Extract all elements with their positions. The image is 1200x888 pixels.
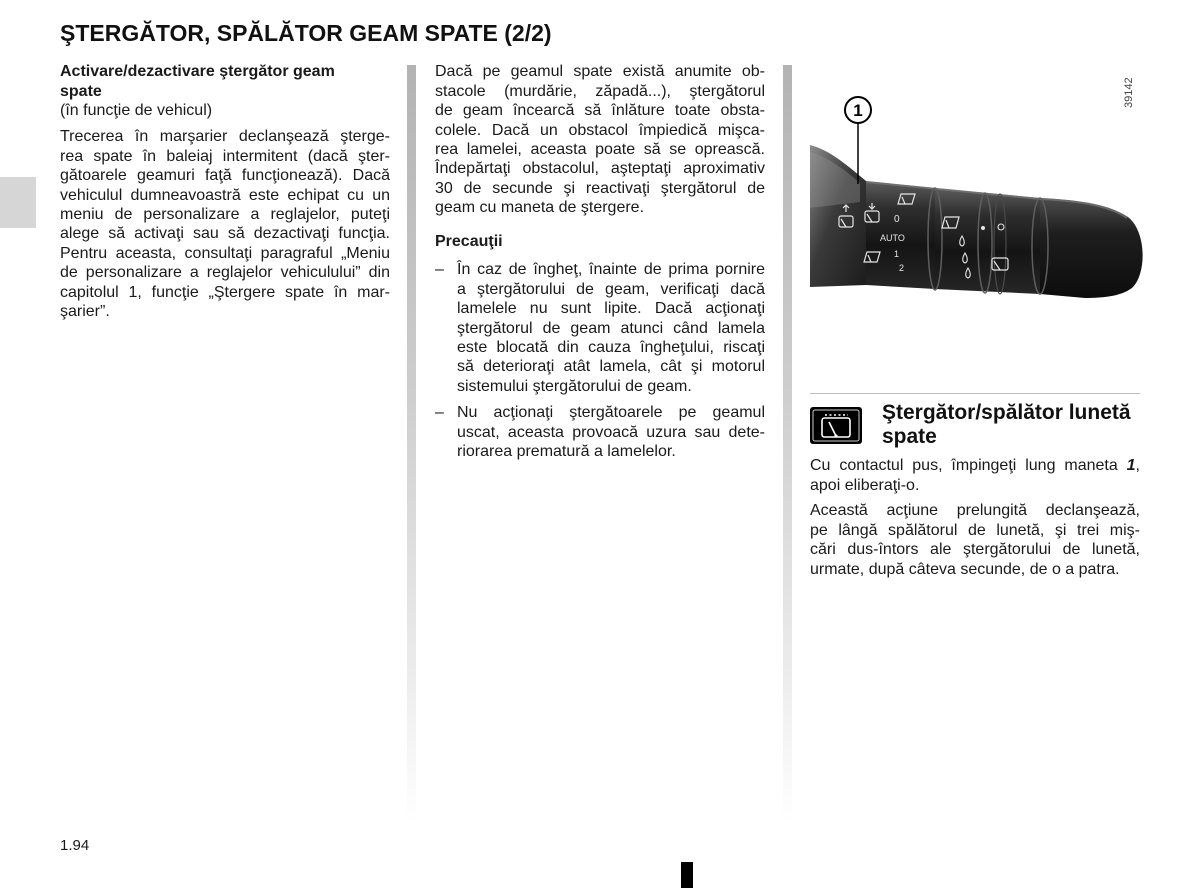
text-line: a ştergătorului de geam, verificaţi dacă [457, 280, 765, 298]
wash-cycle-paragraph [810, 501, 1140, 579]
text-line: este blocată din cauza îngheţului, riscaţi [457, 338, 765, 356]
reverse-gear-paragraph [60, 127, 390, 321]
precaution-bullet: – [435, 404, 444, 422]
text-line: ştergătorul de geam atunci când lamela [457, 319, 765, 337]
text-line: stacole (murdărie, zăpadă...), ştergătorul [435, 82, 765, 100]
text-line: şarier”. [60, 302, 110, 320]
text-line: 30 de secunde şi reactivaţi ştergătorul de [435, 179, 765, 197]
heading-line: spate [60, 82, 102, 100]
callout-label: 1 [853, 101, 863, 120]
text-line [810, 456, 1140, 475]
text-line: colele. Dacă un obstacol împiedică mişca- [435, 121, 765, 139]
figure-reference-code: 39142 [1123, 77, 1135, 108]
stalk-reference-number: 1 [1126, 457, 1136, 475]
text-line: meniu de personalizare a reglajelor, puteţi [60, 205, 390, 223]
footer-mark [681, 862, 693, 888]
rear-wiper-reverse-heading [60, 62, 390, 120]
section-heading [882, 401, 1131, 449]
text-line: gătoarele geamuri faţă funcţionează). Dacă [60, 167, 390, 185]
text-line: de personalizare a reglajelor vehiculului” din [60, 264, 390, 282]
text-fragment: , [1135, 457, 1140, 475]
precautions-heading: Precauţii [435, 233, 503, 251]
text-line: rea spate în baleiaj intermitent (dacă şter- [60, 147, 390, 165]
text-line: sistemului ştergătorului de geam. [457, 377, 692, 395]
wiper-stalk-figure [800, 60, 1150, 320]
text-line: Trecerea în marşarier declanşează şterge- [60, 128, 390, 146]
stalk-marking-speed-1: 1 [894, 249, 900, 259]
text-line: Pentru aceasta, consultaţi paragraful „Meniu [60, 244, 390, 262]
push-stalk-paragraph [810, 456, 1140, 495]
text-line: pe lângă spălătorul de lunetă, şi trei miş- [810, 521, 1140, 539]
text-line: În caz de îngheţ, înainte de prima pornire [457, 261, 765, 279]
stalk-cap [1040, 198, 1143, 298]
heading-line: Ştergător/spălător lunetă [882, 401, 1131, 424]
text-line: geam cu maneta de ştergere. [435, 199, 645, 217]
text-line: Dacă pe geamul spate există anumite ob- [435, 63, 765, 81]
text-line: Nu acţionaţi ştergătoarele pe geamul [457, 404, 765, 422]
text-line: urmate, după câteva secunde, de o a patra. [810, 560, 1120, 578]
text-line: Îndepărtaţi obstacolul, aşteptaţi aproximativ [435, 160, 765, 178]
stalk-ring-section [935, 188, 1040, 294]
column-separator-2 [783, 65, 792, 825]
section-divider [810, 393, 1140, 394]
page-title: ŞTERGĂTOR, SPĂLĂTOR GEAM SPATE (2/2) [60, 20, 552, 46]
stalk-marking-speed-2: 2 [899, 263, 905, 273]
text-fragment: Cu contactul pus, împingeţi lung maneta [810, 457, 1127, 475]
chapter-side-tab [0, 177, 36, 228]
heading-line: spate [882, 425, 937, 448]
column-separator-1 [407, 65, 416, 825]
stalk-marking-off: 0 [894, 214, 900, 225]
text-line: uscat, aceasta provoacă uzura sau dete- [457, 423, 765, 441]
text-line: Această acţiune prelungită declanşează, [810, 502, 1140, 520]
text-line: cări dus-întors ale ştergătorului de lunetă, [810, 541, 1140, 559]
text-line: riorarea prematură a lamelelor. [457, 443, 676, 461]
text-line: alege să activaţi sau să dezactivaţi funcţia. [60, 225, 390, 243]
heading-line: Activare/dezactivare ştergător geam [60, 63, 335, 81]
text-line: apoi eliberaţi-o. [810, 476, 920, 494]
text-line: să deterioraţi atât lamela, cât şi motorul [457, 358, 765, 376]
precaution-item-dry-glass [457, 403, 765, 461]
ring-dot-marker [981, 226, 985, 230]
obstacle-paragraph [435, 62, 765, 217]
text-line: lamelele nu sunt lipite. Dacă acţionaţi [457, 300, 765, 318]
text-line: capitolul 1, funcţie „Ştergere spate în mar- [60, 283, 390, 301]
precaution-bullet: – [435, 261, 444, 279]
text-line: rea lamelei, aceasta poate să se oprească. [435, 140, 765, 158]
rear-window-wiper-washer-glyph [810, 407, 862, 444]
text-line: vehiculul dumneavoastră este echipat cu un [60, 186, 390, 204]
stalk-marking-auto: AUTO [880, 233, 905, 243]
precaution-item-frost [457, 260, 765, 396]
page-number: 1.94 [60, 837, 90, 854]
rear-window-wiper-washer-icon [810, 407, 862, 444]
text-line: de geam încearcă să înlăture toate obsta- [435, 102, 765, 120]
vehicle-note: (în funcţie de vehicul) [60, 102, 213, 120]
